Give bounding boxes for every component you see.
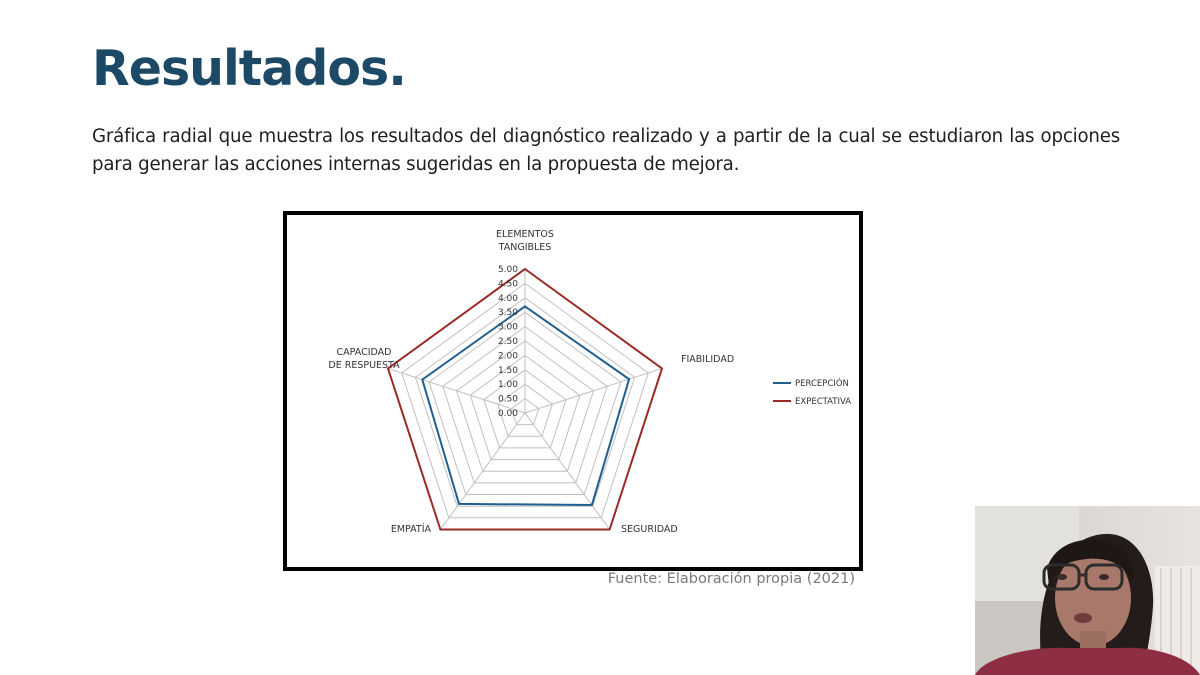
chart-legend [773, 377, 851, 407]
radar-tick-label: 1.00 [497, 380, 518, 391]
radar-tick-label: 4.50 [497, 279, 518, 290]
radar-tick-label: 3.50 [497, 308, 518, 319]
radar-tick-label: 5.00 [497, 265, 518, 275]
radar-tick-label: 0.50 [497, 394, 518, 405]
radar-tick-label: 1.50 [497, 365, 518, 376]
radar-category-label: ELEMENTOS [496, 229, 554, 240]
radar-chart-frame [283, 211, 863, 571]
radar-spoke [525, 369, 662, 414]
chart-source-caption: Fuente: Elaboración propia (2021) [607, 571, 855, 587]
radar-tick-label: 0.00 [497, 409, 518, 419]
legend-label: PERCEPCIÓN [795, 379, 849, 389]
radar-tick-label: 2.50 [497, 337, 518, 347]
radar-category-labels [328, 229, 734, 535]
radar-tick-label: 4.00 [497, 293, 518, 304]
radar-category-label: DE RESPUESTA [328, 360, 400, 371]
radar-category-label: TANGIBLES [498, 242, 552, 253]
radar-tick-label: 2.00 [497, 351, 518, 362]
slide-title: Resultados. [92, 40, 406, 97]
radar-chart [287, 215, 859, 567]
radar-tick-labels [498, 265, 518, 419]
person-webcam-icon [975, 506, 1200, 675]
legend-label: EXPECTATIVA [795, 397, 852, 407]
webcam-overlay [975, 506, 1200, 675]
radar-category-label: FIABILIDAD [681, 354, 735, 365]
slide-description: Gráfica radial que muestra los resultados del diagnóstico realizado y a partir de la cual se estudiaron las opciones para generar las acciones internas sugeridas en la propuesta de mejora. [92, 126, 1120, 175]
radar-category-label: CAPACIDAD [336, 347, 392, 358]
radar-category-label: EMPATÍA [390, 524, 431, 535]
radar-category-label: SEGURIDAD [621, 524, 678, 535]
radar-tick-label: 3.00 [497, 322, 518, 333]
